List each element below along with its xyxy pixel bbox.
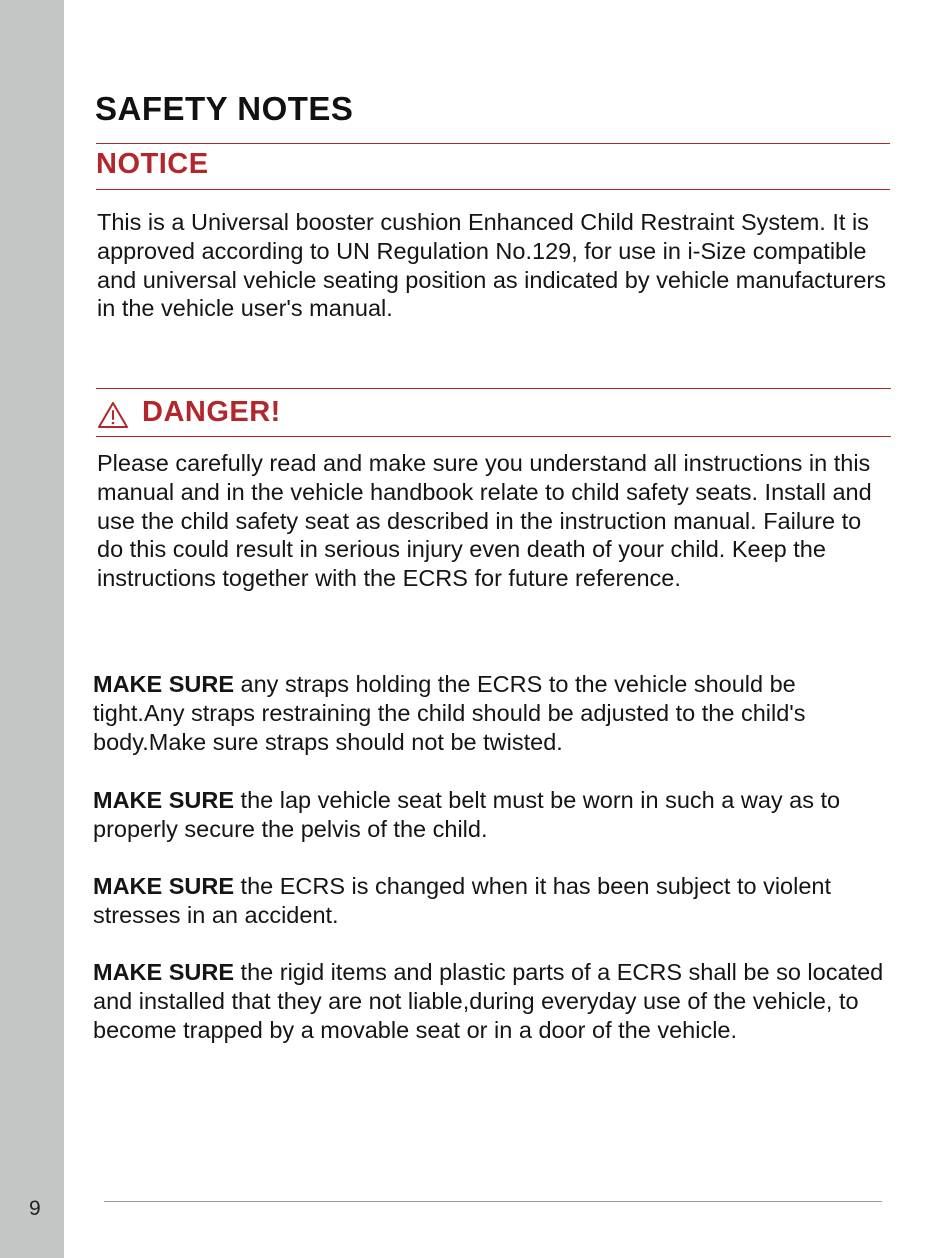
make-sure-lead: MAKE SURE (93, 873, 235, 899)
make-sure-lead: MAKE SURE (93, 959, 235, 985)
make-sure-text: any straps holding the ECRS to the vehicle should be tight.Any straps restraining the child should be adjusted to the child's body.Make sure straps should not be twisted. (93, 671, 806, 755)
notice-heading: NOTICE (96, 148, 209, 180)
notice-text: This is a Universal booster cushion Enhanced Child Restraint System. It is approved according to UN Regulation No.129, for use in i-Size compatible and universal vehicle seating position as indicated by vehicle manufacturers in the vehicle user's manual. (97, 209, 887, 322)
page-side-strip (0, 0, 64, 1258)
danger-bottom-divider (96, 436, 891, 437)
danger-text: Please carefully read and make sure you understand all instructions in this manual and in the vehicle handbook relate to child safety seats. Install and use the child safety seat as described in the instruction manual. Failure to do this could result in serious injury even death of your child. Keep the instructions together with the ECRS for future reference. (97, 450, 872, 592)
footer-divider (104, 1201, 882, 1202)
make-sure-text: the rigid items and plastic parts of a ECRS shall be so located and installed that they are not liable,during everyday use of the vehicle, to become trapped by a movable seat or in a door of the vehicle. (93, 959, 884, 1043)
make-sure-lead: MAKE SURE (93, 787, 235, 813)
notice-top-divider (96, 143, 890, 144)
make-sure-item (93, 786, 873, 844)
danger-top-divider (96, 388, 891, 389)
make-sure-text: the lap vehicle seat belt must be worn in such a way as to properly secure the pelvis of the child. (93, 787, 841, 842)
make-sure-item (93, 872, 893, 930)
danger-heading: DANGER! (142, 396, 281, 428)
make-sure-text: the ECRS is changed when it has been subject to violent stresses in an accident. (93, 873, 832, 928)
make-sure-item (93, 670, 893, 756)
notice-bottom-divider (96, 189, 890, 190)
make-sure-item (93, 958, 897, 1044)
page-number: 9 (29, 1197, 41, 1220)
page-title: SAFETY NOTES (95, 90, 354, 127)
warning-triangle-icon (97, 401, 129, 429)
make-sure-lead: MAKE SURE (93, 671, 235, 697)
